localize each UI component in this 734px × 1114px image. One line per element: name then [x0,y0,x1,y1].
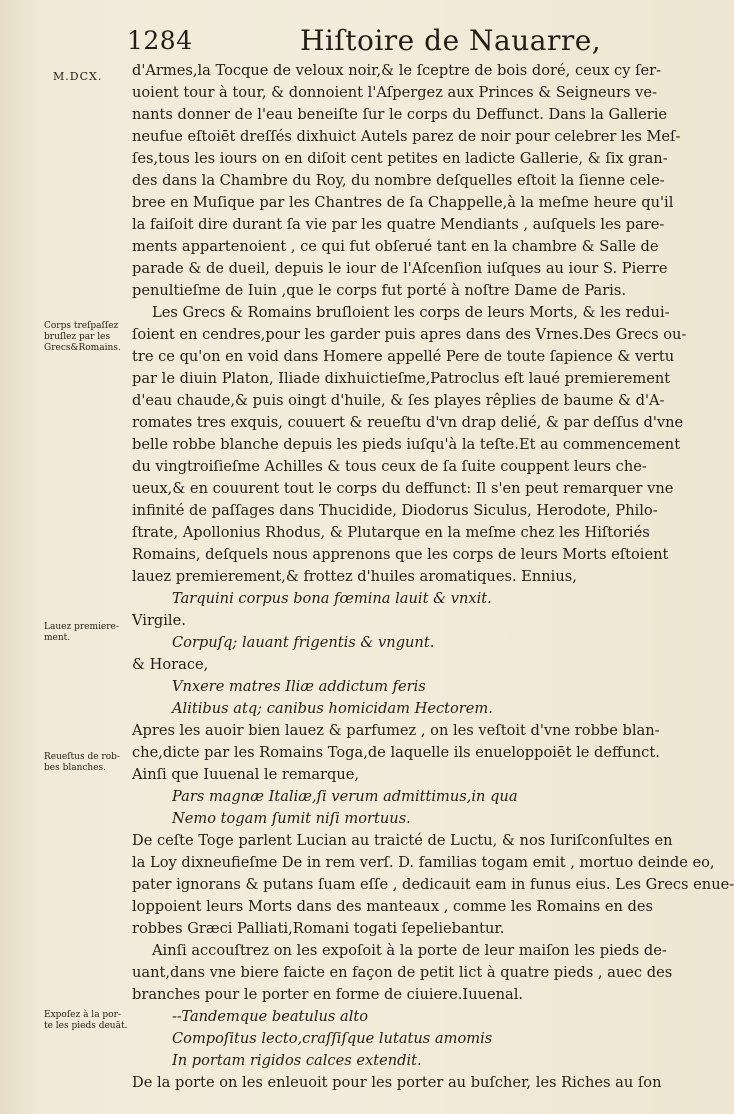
text-line: uant,dans vne biere faicte en façon de petit lict à quatre pieds , auec des [132,964,673,981]
text-line: belle robbe blanche depuis les pieds iuſqu'à la teſte.Et au commencement [132,436,681,453]
text-line: parade & de dueil, depuis le iour de l'Aſcenſion iuſques au iour S. Pierre [132,260,668,277]
margin-note-robes: Reueſtus de rob- bes blanches. [44,752,120,773]
page-number: 1284 [127,26,193,55]
text-line: Romains, deſquels nous apprenons que les corps de leurs Morts eſtoient [132,546,669,563]
text-line: infinité de paſſages dans Thucidide, Diodorus Siculus, Herodote, Philo- [132,502,658,519]
margin-note-exposed: Expoſez à la por- te les pieds deuāt. [44,1010,128,1031]
quotation-line: Nemo togam ſumit niſi mortuus. [172,810,411,827]
quotation-line: Corpuſq; lauant frigentis & vngunt. [172,634,435,651]
text-line: Virgile. [132,612,186,629]
text-line: neufue eſtoiēt dreſſés dixhuict Autels parez de noir pour celebrer les Meſ- [132,128,681,145]
quotation-line: Compoſitus lecto,craſſiſque lutatus amomis [172,1030,493,1047]
quotation-line: In portam rigidos calces extendit. [172,1052,422,1069]
text-line: Ainſi que Iuuenal le remarque, [132,766,360,783]
page-header [0,22,700,62]
quotation-line: Vnxere matres Iliæ addictum feris [172,678,426,695]
quotation-line: Pars magnæ Italiæ,ſi verum admittimus,in qua [172,788,518,805]
text-line: penultieſme de Iuin ,que le corps fut porté à noſtre Dame de Paris. [132,282,626,299]
text-line: De ceſte Toge parlent Lucian au traicté de Luctu, & nos Iuriſconſultes en [132,832,673,849]
text-line: romates tres exquis, couuert & reueſtu d'vn drap delié, & par deſſus d'vne [132,414,684,431]
text-line: d'eau chaude,& puis oingt d'huile, & ſes playes rêplies de baume & d'A- [132,392,665,409]
quotation-line: Alitibus atq; canibus homicidam Hectorem. [172,700,493,717]
text-line: bree en Muſique par les Chantres de ſa Chappelle,à la meſme heure qu'il [132,194,674,211]
text-line: ueux,& en couurent tout le corps du deffunct: Il s'en peut remarquer vne [132,480,674,497]
running-title: Hiſtoire de Nauarre, [300,24,602,57]
text-line: loppoient leurs Morts dans des manteaux , comme les Romains en des [132,898,653,915]
text-line: du vingtroiſieſme Achilles & tous ceux de ſa ſuite couppent leurs che- [132,458,647,475]
text-line: Apres les auoir bien lauez & parfumez , on les veſtoit d'vne robbe blan- [132,722,660,739]
text-line: ſtrate, Apollonius Rhodus, & Plutarque en la meſme chez les Hiſtoriés [132,524,650,541]
text-line: robbes Græci Palliati,Romani togati ſepeliebantur. [132,920,505,937]
text-line: branches pour le porter en forme de ciuiere.Iuuenal. [132,986,524,1003]
text-line: ſes,tous les iours on en diſoit cent petites en ladicte Gallerie, & ſix gran- [132,150,668,167]
text-line: lauez premierement,& frottez d'huiles aromatiques. Ennius, [132,568,577,585]
margin-note-washed: Lauez premiere- ment. [44,622,119,643]
text-line: ments appartenoient , ce qui fut obſerué tant en la chambre & Salle de [132,238,659,255]
text-line: uoient tour à tour, & donnoient l'Aſpergez aux Princes & Seigneurs ve- [132,84,657,101]
text-line: tre ce qu'on en void dans Homere appellé Pere de toute ſapience & vertu [132,348,675,365]
text-line: De la porte on les enleuoit pour les porter au buſcher, les Riches au ſon [132,1074,662,1091]
text-line: Les Grecs & Romains bruſloient les corps de leurs Morts, & les redui- [152,304,670,321]
quotation-line: Tarquini corpus bona fœmina lauit & vnxit. [172,590,492,607]
body-text [132,60,734,1094]
text-line: ſoient en cendres,pour les garder puis apres dans des Vrnes.Des Grecs ou- [132,326,687,343]
text-line: che,dicte par les Romains Toga,de laquelle ils enueloppoiēt le deffunct. [132,744,660,761]
text-line: pater ignorans & putans ſuam eſſe , dedicauit eam in funus eius. Les Grecs enue- [132,876,734,893]
margin-year: M.DCX. [53,70,103,83]
text-line: & Horace, [132,656,209,673]
text-line: des dans la Chambre du Roy, du nombre deſquelles eſtoit la ſienne cele- [132,172,665,189]
text-line: nants donner de l'eau beneiſte ſur le corps du Deffunct. Dans la Gallerie [132,106,668,123]
text-line: la Loy dixneufieſme De in rem verſ. D. familias togam emit , mortuo deinde eo, [132,854,715,871]
text-line: Ainſi accouſtrez on les expoſoit à la porte de leur maiſon les pieds de- [152,942,667,959]
text-line: d'Armes,la Tocque de veloux noir,& le ſceptre de bois doré, ceux cy ſer- [132,62,662,79]
quotation-line: --Tandemque beatulus alto [172,1008,369,1025]
text-line: la faiſoit dire durant ſa vie par les quatre Mendiants , auſquels les pare- [132,216,665,233]
text-line: par le diuin Platon, Iliade dixhuictieſme,Patroclus eſt laué premierement [132,370,671,387]
margin-note-burning: Corps treſpaſſez bruſlez par les Grecs&Romains. [44,321,121,353]
